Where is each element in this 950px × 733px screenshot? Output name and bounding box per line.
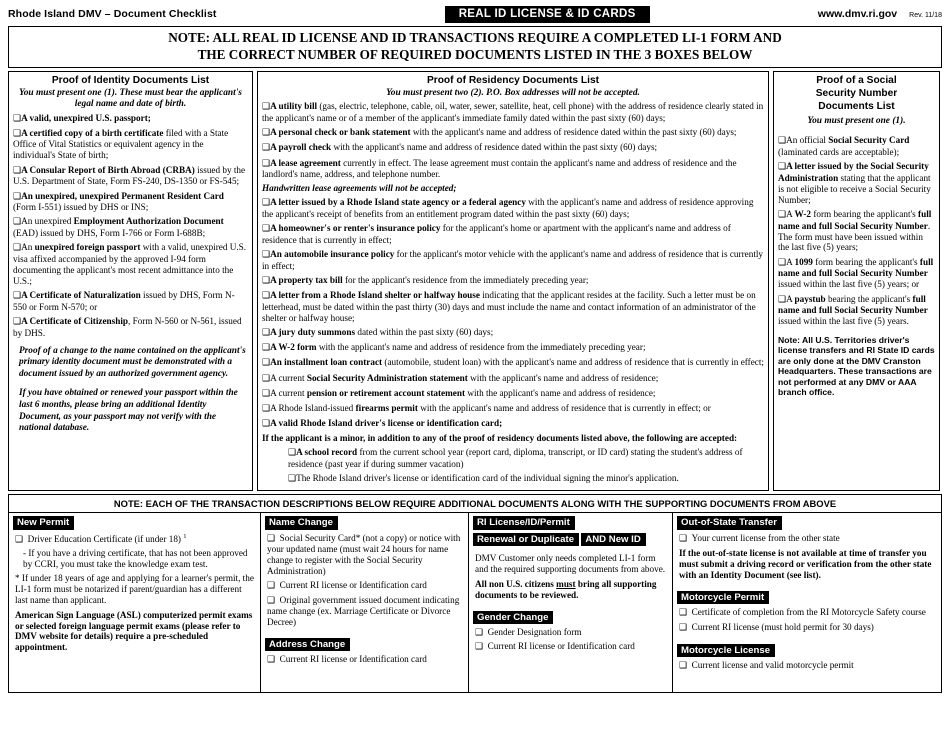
top-note-line-1: NOTE: ALL REAL ID LICENSE AND ID TRANSACTIONS REQUIRE A COMPLETED LI-1 FORM AND [168, 30, 782, 45]
residency-minor-item: ❑A school record from the current school year (report card, diploma, transcript, or ID card) stating the student's address of residence (past year if during summer vacation) [288, 447, 743, 469]
name-change-item: ❑ Original government issued document indicating name change (ex. Marriage Certificate or Divorce Decree) [267, 594, 460, 628]
checkbox-icon: ❑ [267, 580, 276, 591]
checkbox-icon: ❑ [288, 473, 297, 484]
motorcycle-permit-item: ❑ Current RI license (must hold permit for 30 days) [679, 621, 874, 633]
checkbox-icon: ❑ [267, 533, 276, 544]
page-header [8, 6, 942, 23]
proof-of-residency-column [257, 71, 769, 491]
out-of-state-label: Out-of-State Transfer [677, 516, 782, 529]
name-change-item: ❑ Social Security Card* (not a copy) or notice with your updated name (must wait 24 hours for name change to register with the Social Security Administration) [267, 532, 461, 577]
residency-title: Proof of Residency Documents List [426, 75, 600, 86]
ssn-item: ❑An official Social Security Card (laminated cards are acceptable); [778, 135, 910, 157]
new-permit-subnote-2: * If under 18 years of age and applying for a learner's permit, the LI-1 form must be notarized if parent/guardian has a different last name than applicant. [15, 573, 254, 605]
checkbox-icon: ❑ [262, 143, 271, 154]
checkbox-icon: ❑ [262, 102, 271, 113]
new-permit-item: ❑ Driver Education Certificate (if under 18) $^1$ [15, 532, 187, 545]
ssn-subtitle: You must present one (1). [807, 116, 906, 127]
ssn-item: ❑A letter issued by the Social Security Administration stating that the applicant is not eligible to receive a Social Security Number; [778, 161, 931, 205]
checkbox-icon: ❑ [262, 128, 271, 139]
checkbox-icon: ❑ [679, 608, 688, 619]
residency-item: ❑A jury duty summons dated within the past sixty (60) days; [262, 327, 494, 339]
checkbox-icon: ❑ [262, 158, 271, 169]
identity-item: ❑An unexpired, unexpired Permanent Resident Card (Form I-551) issued by DHS or INS; [13, 190, 224, 213]
proof-of-ssn-column [773, 71, 940, 491]
handwritten-lease-note: Handwritten lease agreements will not be accepted; [262, 183, 457, 194]
residency-item: ❑A Rhode Island-issued firearms permit with the applicant's name and address of residence that is currently in effect; or [262, 402, 711, 414]
checkbox-icon: ❑ [13, 291, 22, 302]
checkbox-icon: ❑ [679, 533, 688, 544]
header-right [818, 8, 942, 20]
gender-change-item: ❑ Current RI license or Identification card [475, 641, 635, 653]
ssn-title-line-1: Proof of a Social [816, 75, 897, 86]
motorcycle-license-item: ❑ Current license and valid motorcycle permit [679, 659, 854, 671]
residency-minor-item: ❑The Rhode Island driver's license or identification card of the individual signing the minor's application. [288, 472, 679, 484]
identity-item: ❑A valid, unexpired U.S. passport; [13, 112, 151, 124]
checkbox-icon: ❑ [262, 198, 271, 209]
real-id-banner: REAL ID LICENSE & ID CARDS [445, 6, 650, 24]
new-permit-column [9, 513, 261, 692]
gender-change-label: Gender Change [473, 611, 553, 624]
out-of-state-column [673, 513, 941, 692]
ssn-item: ❑A paystub bearing the applicant's full name and full Social Security Number issued within the last five (5) years. [778, 293, 928, 327]
checkbox-icon: ❑ [262, 343, 271, 354]
name-change-label: Name Change [265, 516, 338, 529]
residency-item: ❑A valid Rhode Island driver's license or identification card; [262, 417, 503, 429]
name-change-column [261, 513, 469, 692]
residency-item: ❑A personal check or bank statement with the applicant's name and address of residence dated within the past sixty (60) days; [262, 127, 737, 139]
residency-item: ❑A homeowner's or renter's insurance policy for the applicant's home or apartment with the applicant's name and address of residence that is currently in effect; [262, 223, 731, 245]
name-change-item: ❑ Current RI license or Identification card [267, 579, 427, 591]
top-note-box [8, 26, 942, 68]
transactions-section [8, 513, 942, 693]
identity-item: ❑A certified copy of a birth certificate filed with a State Office of Vital Statistics or equivalent agency in the individual's State of birth; [13, 127, 229, 161]
checkbox-icon: ❑ [13, 317, 22, 328]
revision-label: Rev. 11/18 [909, 12, 942, 20]
residency-item: ❑A property tax bill for the applicant's residence from the immediately preceding year; [262, 275, 589, 287]
renewal-text-2: All non U.S. citizens must bring all supporting documents to be reviewed. [475, 578, 657, 600]
residency-item: ❑An installment loan contract (automobile, student loan) with the applicant's name and address of residence that is currently in effect; [262, 357, 764, 369]
residency-item: ❑A letter issued by a Rhode Island state agency or a federal agency with the applicant's name and address of residence approving the applicant's receipt of benefits from an entitlement program dated within the past sixty (60) days; [262, 197, 754, 219]
motorcycle-license-label: Motorcycle License [677, 644, 775, 657]
residency-item: ❑A lease agreement currently in effect. The lease agreement must contain the applicant's name and address of residence and the landlord's name, address, and telephone number. [262, 157, 737, 180]
motorcycle-permit-item: ❑ Certificate of completion from the RI Motorcycle Safety course [679, 607, 926, 619]
renewal-label-line-1: RI License/ID/Permit [473, 516, 575, 529]
address-change-item: ❑ Current RI license or Identification card [267, 654, 427, 666]
new-permit-subnote-1: - If you have a driving certificate, that has not been approved by CCRI, you must take the knowledge exam test. [23, 548, 248, 570]
residency-item: ❑A payroll check with the applicant's name and address of residence dated within the past sixty (60) days; [262, 142, 658, 154]
renewal-label-line-3: AND New ID [581, 533, 645, 546]
checkbox-icon: ❑ [778, 257, 787, 268]
checkbox-icon: ❑ [778, 210, 787, 221]
motorcycle-permit-label: Motorcycle Permit [677, 591, 769, 604]
checkbox-icon: ❑ [13, 191, 22, 202]
renewal-label-line-2: Renewal or Duplicate [473, 533, 579, 546]
ssn-title-line-3: Documents List [818, 101, 895, 113]
gender-change-item: ❑ Gender Designation form [475, 626, 582, 638]
identity-item: ❑A Certificate of Citizenship, Form N-560 or N-561, issued by DHS. [13, 316, 242, 338]
checkbox-icon: ❑ [13, 217, 22, 228]
identity-title: Proof of Identity Documents List [51, 75, 210, 86]
dmv-website-url: www.dmv.ri.gov [817, 8, 898, 21]
checkbox-icon: ❑ [262, 250, 271, 261]
checkbox-icon: ❑ [288, 448, 297, 459]
checkbox-icon: ❑ [15, 534, 24, 545]
checkbox-icon: ❑ [262, 358, 271, 369]
residency-minor-note: If the applicant is a minor, in addition to any of the proof of residency documents listed above, the following are accepted: [262, 432, 738, 443]
residency-item: ❑A letter from a Rhode Island shelter or halfway house indicating that the applicant resides at the facility. Such a letter must be on letterhead, must be dated within the past thirty (30) days and must include the name and contact information of an administrator of the shelter or halfway house; [262, 290, 756, 323]
checkbox-icon: ❑ [262, 291, 271, 302]
checkbox-icon: ❑ [13, 113, 22, 124]
checkbox-icon: ❑ [267, 655, 276, 666]
checkbox-icon: ❑ [13, 243, 22, 254]
checkbox-icon: ❑ [262, 388, 271, 399]
residency-subtitle: You must present two (2). P.O. Box addresses will not be accepted. [386, 88, 640, 99]
mid-note-bar: NOTE: EACH OF THE TRANSACTION DESCRIPTIONS BELOW REQUIRE ADDITIONAL DOCUMENTS ALONG WITH THE SUPPORTING DOCUMENTS FROM ABOVE [8, 494, 942, 513]
checkbox-icon: ❑ [679, 660, 688, 671]
checkbox-icon: ❑ [262, 328, 271, 339]
proof-of-identity-column [8, 71, 253, 491]
document-title: Rhode Island DMV – Document Checklist [8, 8, 217, 21]
new-permit-label: New Permit [13, 516, 74, 529]
checkbox-icon: ❑ [262, 403, 271, 414]
ssn-title-line-2: Security Number [815, 88, 898, 100]
checkbox-icon: ❑ [475, 627, 484, 638]
checkbox-icon: ❑ [262, 224, 271, 235]
checkbox-icon: ❑ [475, 642, 484, 653]
identity-item: ❑A Certificate of Naturalization issued by DHS, Form N-550 or Form N-570; or [13, 290, 235, 312]
residency-item: ❑A W-2 form with the applicant's name and address of residence from the immediately preceding year; [262, 342, 646, 354]
renewal-column [469, 513, 673, 692]
identity-item: ❑An unexpired foreign passport with a valid, unexpired U.S. visa affixed accompanied by the approved I-94 form documenting the applicant's most recent admittance into the U.S.; [13, 242, 247, 286]
checkbox-icon: ❑ [13, 165, 22, 176]
ssn-territories-note: Note: All U.S. Territories driver's license transfers and RI State ID cards are only done at the DMV Cranston Headquarters. These transactions are not performed at any DMV or AAA branch office. [778, 334, 935, 398]
residency-item: ❑A current Social Security Administration statement with the applicant's name and address of residence; [262, 372, 659, 384]
checkbox-icon: ❑ [262, 418, 271, 429]
ssn-item: ❑A 1099 form bearing the applicant's full name and full Social Security Number issued within the last five (5) years; or [778, 256, 934, 290]
identity-item: ❑A Consular Report of Birth Abroad (CRBA) issued by the U.S. Department of State, Form FS-240, DS-1350 or FS-545; [13, 164, 246, 187]
top-note-line-2: THE CORRECT NUMBER OF REQUIRED DOCUMENTS LISTED IN THE 3 BOXES BELOW [197, 46, 753, 62]
checkbox-icon: ❑ [267, 595, 276, 606]
checkbox-icon: ❑ [262, 373, 271, 384]
residency-item: ❑An automobile insurance policy for the applicant's motor vehicle with the applicant's name and address of residence that is currently in effect; [262, 249, 764, 271]
three-column-section [8, 71, 942, 491]
renewal-text-1: DMV Customer only needs completed LI-1 form and the required supporting documents from above. [475, 553, 666, 574]
checkbox-icon: ❑ [778, 294, 787, 305]
new-permit-asl-note: American Sign Language (ASL) computerized permit exams or selected foreign language permit exams (please refer to DMV website for details) require a pre-scheduled appointment. [15, 609, 253, 653]
checkbox-icon: ❑ [778, 162, 787, 173]
checkbox-icon: ❑ [679, 622, 688, 633]
address-change-label: Address Change [265, 638, 350, 651]
identity-passport-note: If you have obtained or renewed your passport within the last 6 months, please bring an additional Identity Document, as your passport may not verify with the national database. [19, 388, 238, 434]
identity-item: ❑An unexpired Employment Authorization Document (EAD) issued by DHS, Form I-766 or Form I-688B; [13, 216, 224, 239]
identity-subtitle: You must present one (1). These must bear the applicant's legal name and date of birth. [19, 88, 242, 110]
checkbox-icon: ❑ [778, 136, 787, 147]
ssn-item: ❑A W-2 form bearing the applicant's full name and full Social Security Number. The form must have been issued within the last five (5) years; [778, 209, 932, 253]
residency-item: ❑A current pension or retirement account statement with the applicant's name and address of residence; [262, 387, 656, 399]
checkbox-icon: ❑ [262, 276, 271, 287]
out-of-state-item: ❑ Your current license from the other state [679, 532, 840, 544]
identity-name-change-note: Proof of a change to the name contained on the applicant's primary identity document must be demonstrated with a document issued by an authorized government agency. [19, 345, 246, 379]
out-of-state-note: If the out-of-state license is not available at time of transfer you must submit a driving record or verification from the other state with an Identity Document (see list). [679, 548, 932, 581]
residency-item: ❑A utility bill (gas, electric, telephone, cable, oil, water, sewer, satellite, heat, cell phone) with the address of residence clearly stated in the applicant's name or of a member of the applicant's immediate family dated within the past sixty (60) days; [262, 101, 764, 123]
checkbox-icon: ❑ [13, 128, 22, 139]
